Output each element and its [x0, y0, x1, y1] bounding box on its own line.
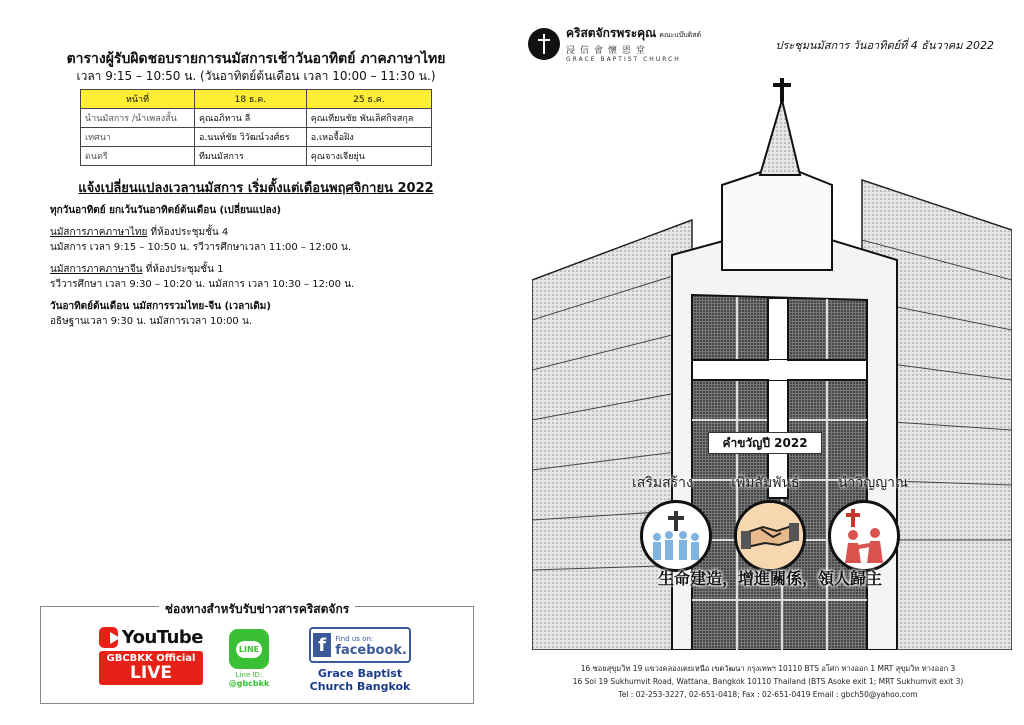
line-handle: @gbcbkk — [228, 679, 270, 688]
thai-service-label: นมัสการภาคภาษาไทย — [50, 227, 148, 238]
first-sunday: วันอาทิตย์ต้นเดือน นมัสการรวมไทย-จีน (เวลาเดิม) — [50, 301, 271, 312]
line-id-label: Line ID: — [235, 671, 263, 679]
pillar-label: เพิ่มสัมพันธ์ — [731, 475, 800, 491]
youtube-live-label: LIVE — [130, 663, 172, 683]
facebook-page-name-line1: Grace Baptist — [317, 667, 403, 680]
table-row — [81, 109, 432, 128]
thai-times: นมัสการ เวลา 9:15 – 10:50 น. รวีวารศึกษาเวลา 11:00 – 12:00 น. — [50, 242, 352, 253]
table-cell: คุณจางเจียยุ่น — [306, 147, 431, 166]
notice-body — [50, 203, 490, 329]
congregation-cross-icon — [640, 500, 712, 572]
table-cell: คุณเทียนชัย พันเลิศกิจสกุล — [306, 109, 431, 128]
facebook-icon: f — [313, 633, 331, 657]
table-cell: ทีมนมัสการ — [195, 147, 307, 166]
line-app-label: LINE — [236, 641, 262, 658]
address-thai: 16 ซอยสุขุมวิท 19 แขวงคลองเตยเหนือ เขตวัฒนา กรุงเทพฯ 10110 BTS อโศก ทางออก 1 MRT สุขุมวิท ทางออก 3 — [580, 664, 956, 673]
table-header-row — [81, 90, 432, 109]
table-header-cell: หน้าที่ — [81, 90, 195, 109]
address-english: 16 Soi 19 Sukhumvit Road, Wattana, Bangkok 10110 Thailand (BTS Asoke exit 1; MRT Sukhumvit exit 3) — [572, 677, 964, 686]
table-cell: ดนตรี — [81, 147, 195, 166]
schedule-table — [80, 89, 432, 166]
news-channels-box — [40, 602, 474, 704]
table-header-cell: 18 ธ.ค. — [195, 90, 307, 109]
facebook-page-name-line2: Church Bangkok — [309, 680, 411, 693]
church-address — [532, 662, 1004, 701]
notice-intro: ทุกวันอาทิตย์ ยกเว้นวันอาทิตย์ต้นเดือน (เปลี่ยนแปลง) — [50, 205, 282, 216]
table-row — [81, 147, 432, 166]
theme-pillars — [632, 472, 908, 572]
table-cell: คุณอภิทาน ลี — [195, 109, 307, 128]
facebook-page-link[interactable] — [309, 627, 411, 693]
facebook-wordmark: facebook. — [335, 643, 407, 658]
service-date: ประชุมนมัสการ วันอาทิตย์ที่ 4 ธันวาคม 2022 — [775, 39, 994, 52]
first-sunday-times: อธิษฐานเวลา 9:30 น. นมัสการเวลา 10:00 น. — [50, 316, 252, 327]
church-thai-name: คริสตจักรพระคุณ — [566, 26, 657, 40]
schedule-title: ตารางผู้รับผิดชอบรายการนมัสการเช้าวันอาทิตย์ ภาคภาษาไทย — [66, 51, 446, 67]
church-chinese-name: 浸信會懷恩堂 — [566, 46, 651, 56]
notice-title: แจ้งเปลี่ยนแปลงเวลานมัสการ เริ่มตั้งแต่เดือนพฤศจิกายน 2022 — [78, 181, 434, 196]
table-cell: อ.นนท์ชัย วิวัฒน์วงศ์ธร — [195, 128, 307, 147]
channels-title: ช่องทางสำหรับรับข่าวสารคริสตจักร — [159, 602, 355, 616]
theme-title: คำขวัญปี 2022 — [708, 432, 822, 454]
line-app-icon — [229, 629, 269, 669]
table-row — [81, 128, 432, 147]
handshake-icon — [734, 500, 806, 572]
church-english-name: GRACE BAPTIST CHURCH — [566, 56, 681, 63]
thai-room: ที่ห้องประชุมชั้น 4 — [147, 227, 229, 238]
right-page — [512, 0, 1024, 725]
table-header-cell: 25 ธ.ค. — [306, 90, 431, 109]
pillar-label: เสริมสร้าง — [632, 475, 693, 491]
table-cell: เทศนา — [81, 128, 195, 147]
table-cell: อ.เหอจื้อฝิง — [306, 128, 431, 147]
contact-info: Tel : 02-253-3227, 02-651-0418; Fax : 02-651-0419 Email : gbch50@yahoo.com — [618, 690, 918, 699]
schedule-subtitle: เวลา 9:15 – 10:50 น. (วันอาทิตย์ต้นเดือน เวลา 10:00 – 11:30 น.) — [76, 69, 436, 83]
chinese-times: รวีวารศึกษา เวลา 9:30 – 10:20 น. นมัสการ เวลา 10:30 – 12:00 น. — [50, 279, 355, 290]
church-logo-icon — [528, 28, 560, 60]
line-app-link[interactable] — [227, 629, 271, 688]
people-cross-icon — [828, 500, 900, 572]
table-cell: นำนมัสการ /นำเพลงสั้น — [81, 109, 195, 128]
facebook-find-us: Find us on: — [335, 635, 374, 643]
chinese-motto: 生命建造，增進關係，領人歸主 — [657, 569, 882, 588]
chinese-service-label: นมัสการภาคภาษาจีน — [50, 264, 143, 275]
youtube-play-icon — [99, 627, 118, 648]
youtube-wordmark: YouTube — [121, 627, 203, 648]
church-thai-tag: คณะแบ๊บติสต์ — [659, 31, 701, 39]
youtube-live-link[interactable] — [99, 627, 203, 685]
church-brand — [528, 24, 701, 63]
pillar-label: นำวิญญาณ — [837, 475, 908, 491]
youtube-channel-name: GBCBKK Official — [106, 653, 196, 664]
chinese-room: ที่ห้องประชุมชั้น 1 — [142, 264, 224, 275]
